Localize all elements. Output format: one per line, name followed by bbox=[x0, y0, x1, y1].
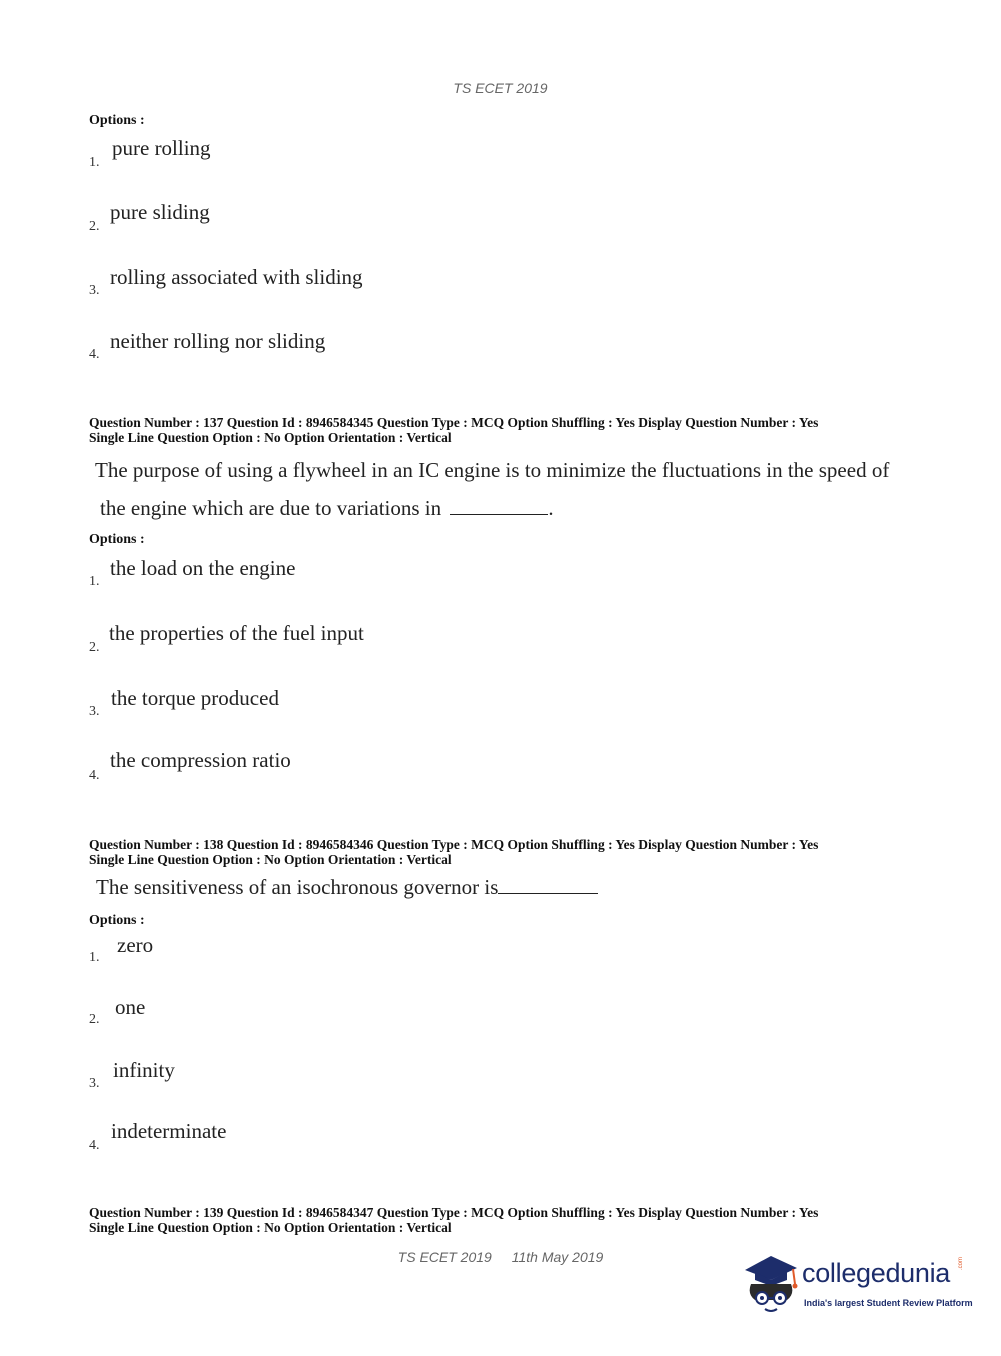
option-number: 4. bbox=[89, 1138, 100, 1153]
question-text-part: The sensitiveness of an isochronous governor is bbox=[96, 875, 499, 899]
option-text: rolling associated with sliding bbox=[110, 265, 363, 289]
option-number: 4. bbox=[89, 768, 100, 783]
option-number: 3. bbox=[89, 283, 100, 298]
option-number: 3. bbox=[89, 704, 100, 719]
option-number: 3. bbox=[89, 1076, 100, 1091]
options-label: Options : bbox=[89, 532, 145, 547]
option-text: one bbox=[115, 995, 146, 1019]
option-number: 1. bbox=[89, 155, 100, 170]
question-text-part: the engine which are due to variations in bbox=[100, 496, 442, 520]
footer-exam: TS ECET 2019 bbox=[397, 1249, 492, 1265]
option-number: 1. bbox=[89, 950, 100, 965]
option-text: the properties of the fuel input bbox=[109, 621, 364, 645]
logo-tagline: India's largest Student Review Platform bbox=[804, 1298, 973, 1308]
question-text bbox=[96, 875, 598, 900]
footer-date: 11th May 2019 bbox=[511, 1249, 604, 1265]
page-header: TS ECET 2019 bbox=[453, 80, 548, 96]
option-text: the load on the engine bbox=[110, 556, 296, 580]
option-number: 4. bbox=[89, 347, 100, 362]
question-meta-line: Question Number : 139 Question Id : 8946584347 Question Type : MCQ Option Shuffling : Yes Display Question Number : Yes bbox=[89, 1205, 819, 1220]
option-text: the torque produced bbox=[111, 686, 279, 710]
answer-blank bbox=[450, 496, 548, 515]
option-text: zero bbox=[117, 933, 154, 957]
option-text: indeterminate bbox=[111, 1119, 227, 1143]
logo-suffix: .com bbox=[958, 1256, 964, 1270]
option-text: the compression ratio bbox=[110, 748, 291, 772]
question-meta bbox=[89, 415, 818, 445]
question-meta-line: Single Line Question Option : No Option Orientation : Vertical bbox=[89, 852, 452, 867]
option-number: 1. bbox=[89, 574, 100, 589]
option-text: infinity bbox=[113, 1058, 175, 1082]
option-number: 2. bbox=[89, 640, 100, 655]
question-meta-line: Question Number : 138 Question Id : 8946584346 Question Type : MCQ Option Shuffling : Yes Display Question Number : Yes bbox=[89, 837, 819, 852]
question-text bbox=[100, 496, 554, 521]
collegedunia-logo[interactable] bbox=[741, 1250, 971, 1320]
answer-blank bbox=[498, 875, 598, 894]
options-label: Options : bbox=[89, 913, 145, 928]
question-meta bbox=[89, 1205, 818, 1235]
question-meta-line: Single Line Question Option : No Option Orientation : Vertical bbox=[89, 430, 452, 445]
logo-wordmark: collegedunia bbox=[802, 1258, 951, 1288]
question-meta bbox=[89, 837, 818, 867]
option-number: 2. bbox=[89, 1012, 100, 1027]
question-text: The purpose of using a flywheel in an IC engine is to minimize the fluctuations in the speed of bbox=[95, 458, 890, 482]
options-label: Options : bbox=[89, 113, 145, 128]
option-number: 2. bbox=[89, 219, 100, 234]
question-text-end: . bbox=[548, 496, 554, 520]
question-meta-line: Single Line Question Option : No Option Orientation : Vertical bbox=[89, 1220, 452, 1235]
option-text: neither rolling nor sliding bbox=[110, 329, 326, 353]
question-meta-line: Question Number : 137 Question Id : 8946584345 Question Type : MCQ Option Shuffling : Yes Display Question Number : Yes bbox=[89, 415, 819, 430]
option-text: pure rolling bbox=[112, 136, 211, 160]
option-text: pure sliding bbox=[110, 200, 210, 224]
mascot-icon bbox=[741, 1250, 801, 1320]
